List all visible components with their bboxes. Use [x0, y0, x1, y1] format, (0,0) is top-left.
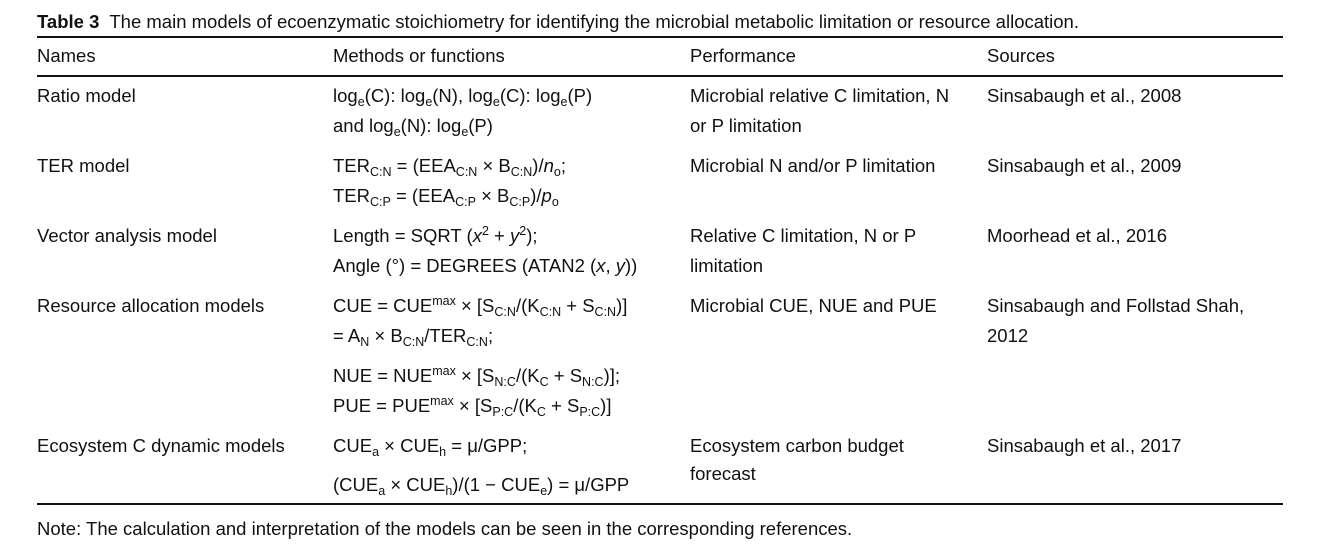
perf-ter: Microbial N and/or P limitation: [690, 155, 936, 176]
table-label: Table 3: [37, 11, 100, 32]
formula-ecosystem-1: $CUE_a \times CUE_h = \mu/GPP$;: [333, 435, 528, 459]
row-name-ratio: Ratio model: [37, 85, 136, 106]
formula-ratio-2: and $\log_e(N)$: $\log_e(P)$: [333, 115, 493, 139]
source-resource-1: Sinsabaugh and Follstad Shah,: [987, 295, 1245, 316]
perf-ratio-1: Microbial relative C limitation, N: [690, 85, 950, 106]
header-names: Names: [37, 45, 96, 66]
perf-ratio-2: or P limitation: [690, 115, 802, 136]
header-rule: [37, 75, 1283, 77]
row-name-resource: Resource allocation models: [37, 295, 265, 316]
header-performance: Performance: [690, 45, 796, 66]
source-ter: Sinsabaugh et al., 2009: [987, 155, 1182, 176]
source-vector: Moorhead et al., 2016: [987, 225, 1167, 246]
formula-ecosystem-2: $(CUE_a \times CUE_h)/(1 - CUE_e) = \mu/GPP$: [333, 474, 630, 498]
formula-ratio-1: $\log_e(C)$: $\log_e(N)$, $\log_e(C)$: $\log_e(P)$: [333, 85, 593, 109]
perf-vector-1: Relative C limitation, N or P: [690, 225, 917, 246]
formula-ter-2: $TER_{C:P} = (EEA_{C:P} \times B_{C:P})/p_o$: [333, 185, 559, 209]
formula-resource-3: NUE = $NUE^{max} \times [S_{N:C}/(K_C + S_{N:C})]$;: [333, 364, 621, 389]
table-title: The main models of ecoenzymatic stoichiometry for identifying the microbial metabolic limitation or resource allocation.: [109, 11, 1079, 32]
formula-vector-1: Length = SQRT $(x^2 + y^2)$;: [333, 224, 538, 246]
row-name-ter: TER model: [37, 155, 130, 176]
row-name-vector: Vector analysis model: [37, 225, 217, 246]
top-rule: [37, 36, 1283, 38]
perf-vector-2: limitation: [690, 255, 763, 276]
header-methods: Methods or functions: [333, 45, 505, 66]
formula-resource-4: PUE = $PUE^{max} \times [S_{P:C}/(K_C + S_{P:C})]$: [333, 394, 612, 419]
perf-ecosystem-1: Ecosystem carbon budget: [690, 435, 904, 456]
formula-vector-2: Angle (°) = DEGREES (ATAN2 (x, y)): [333, 255, 638, 276]
table-caption: [37, 11, 1079, 33]
perf-resource: Microbial CUE, NUE and PUE: [690, 295, 937, 316]
formula-resource-2: = $A_N \times B_{C:N}/TER_{C:N}$;: [333, 325, 494, 349]
perf-ecosystem-2: forecast: [690, 463, 756, 484]
table-note: Note: The calculation and interpretation of the models can be seen in the corresponding references.: [37, 518, 853, 539]
source-ecosystem: Sinsabaugh et al., 2017: [987, 435, 1182, 456]
formula-ter-1: $TER_{C:N} = (EEA_{C:N} \times B_{C:N})/n_o$;: [333, 155, 566, 179]
source-resource-2: 2012: [987, 325, 1029, 346]
row-name-ecosystem: Ecosystem C dynamic models: [37, 435, 285, 456]
bottom-rule: [37, 503, 1283, 505]
header-sources: Sources: [987, 45, 1055, 66]
formula-resource-1: CUE = $CUE^{max} \times [S_{C:N}/(K_{C:N} + S_{C:N})]$: [333, 294, 628, 319]
source-ratio: Sinsabaugh et al., 2008: [987, 85, 1182, 106]
